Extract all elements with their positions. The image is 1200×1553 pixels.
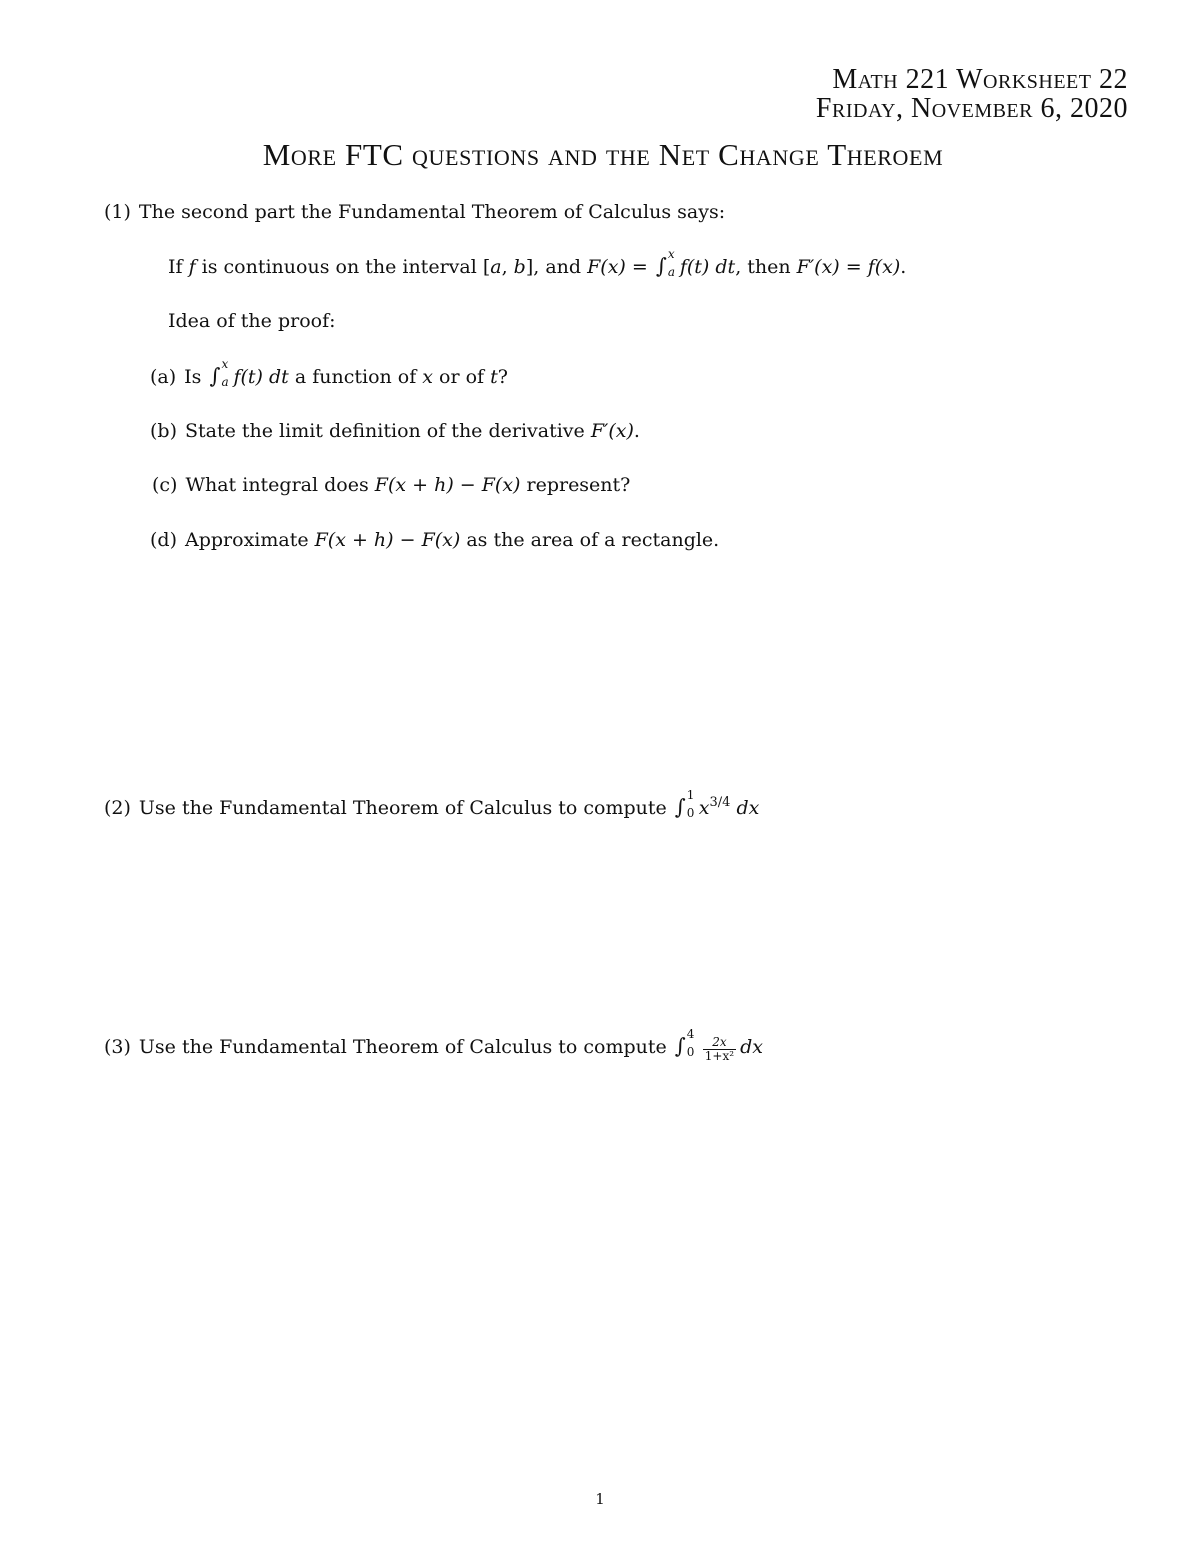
part-a-label: (a) <box>150 366 177 388</box>
integral-symbol: ∫ x a <box>209 357 229 389</box>
part-a-t: t <box>490 366 498 388</box>
problem-3-dx: dx <box>740 1036 763 1058</box>
theorem-comma: , <box>501 256 514 278</box>
theorem-derivative: F′(x) = f(x) <box>796 256 901 278</box>
integral-symbol: ∫ 4 0 <box>674 1027 695 1059</box>
problem-2 <box>104 788 760 820</box>
integral-lower-limit: 0 <box>686 806 695 820</box>
problem-3-text: Use the Fundamental Theorem of Calculus to compute <box>138 1036 673 1058</box>
part-c-math: F(x + h) − F(x) <box>374 474 521 496</box>
part-a-text-3: or of <box>433 366 491 388</box>
theorem-integrand: f(t) dt <box>679 256 736 278</box>
theorem-statement <box>168 247 907 279</box>
part-a-x: x <box>422 366 434 388</box>
part-a <box>150 357 508 389</box>
part-c-text: What integral does <box>185 474 375 496</box>
proof-idea-label: Idea of the proof: <box>168 310 336 332</box>
problem-3 <box>104 1027 763 1063</box>
integral-lower-limit: 0 <box>686 1045 695 1059</box>
page-number: 1 <box>595 1490 605 1508</box>
part-c-end: represent? <box>520 474 631 496</box>
integral-upper-limit: 1 <box>686 788 695 802</box>
integral-upper-limit: x <box>221 357 229 371</box>
part-c <box>152 473 630 497</box>
integral-lower-limit: a <box>667 265 675 279</box>
date-header: Friday, November 6, 2020 <box>815 93 1128 124</box>
course-header: Math 221 Worksheet 22 <box>832 64 1128 95</box>
problem-2-base: x <box>698 797 710 819</box>
part-a-integrand: f(t) dt <box>233 366 289 388</box>
worksheet-title: More FTC questions and the Net Change Theroem <box>262 137 944 172</box>
part-a-text-1: Is <box>184 366 208 388</box>
problem-2-exponent: 3/4 <box>709 795 731 810</box>
theorem-b: b <box>513 256 526 278</box>
integral-lower-limit: a <box>221 375 229 389</box>
theorem-text-4: , then <box>735 256 797 278</box>
theorem-text-2: is continuous on the interval [ <box>195 256 491 278</box>
part-d-label: (d) <box>150 529 177 551</box>
integral-upper-limit: 4 <box>686 1027 695 1041</box>
part-b-end: . <box>633 420 640 442</box>
problem-2-dx: dx <box>736 797 760 819</box>
theorem-period: . <box>900 256 907 278</box>
theorem-text-3: ], and <box>525 256 588 278</box>
integral-symbol: ∫ 1 0 <box>674 788 695 820</box>
problem-2-number: (2) <box>104 797 131 819</box>
problem-3-fraction <box>703 1036 736 1063</box>
theorem-a: a <box>490 256 502 278</box>
part-a-end: ? <box>497 366 508 388</box>
part-b-label: (b) <box>150 420 177 442</box>
theorem-Fx: F(x) = <box>587 256 654 278</box>
fraction-denominator: 1+x² <box>704 1049 735 1063</box>
part-d-end: as the area of a rectangle. <box>460 529 720 551</box>
part-d <box>150 528 719 552</box>
integral-upper-limit: x <box>667 247 675 261</box>
problem-2-text: Use the Fundamental Theorem of Calculus to compute <box>138 797 673 819</box>
part-b-math: F′(x) <box>590 420 634 442</box>
part-a-text-2: a function of <box>288 366 423 388</box>
part-b <box>150 419 640 443</box>
problem-1-number: (1) <box>104 201 131 223</box>
problem-1-intro <box>104 200 725 224</box>
part-d-math: F(x + h) − F(x) <box>314 529 461 551</box>
fraction-numerator: 2x <box>703 1036 736 1050</box>
problem-3-number: (3) <box>104 1036 131 1058</box>
integral-symbol: ∫ x a <box>655 247 675 279</box>
theorem-f: f <box>188 256 196 278</box>
part-d-text: Approximate <box>185 529 315 551</box>
problem-1-intro-text: The second part the Fundamental Theorem of Calculus says: <box>138 201 726 223</box>
theorem-text-1: If <box>168 256 189 278</box>
part-c-label: (c) <box>152 474 178 496</box>
part-b-text: State the limit definition of the derivative <box>185 420 591 442</box>
